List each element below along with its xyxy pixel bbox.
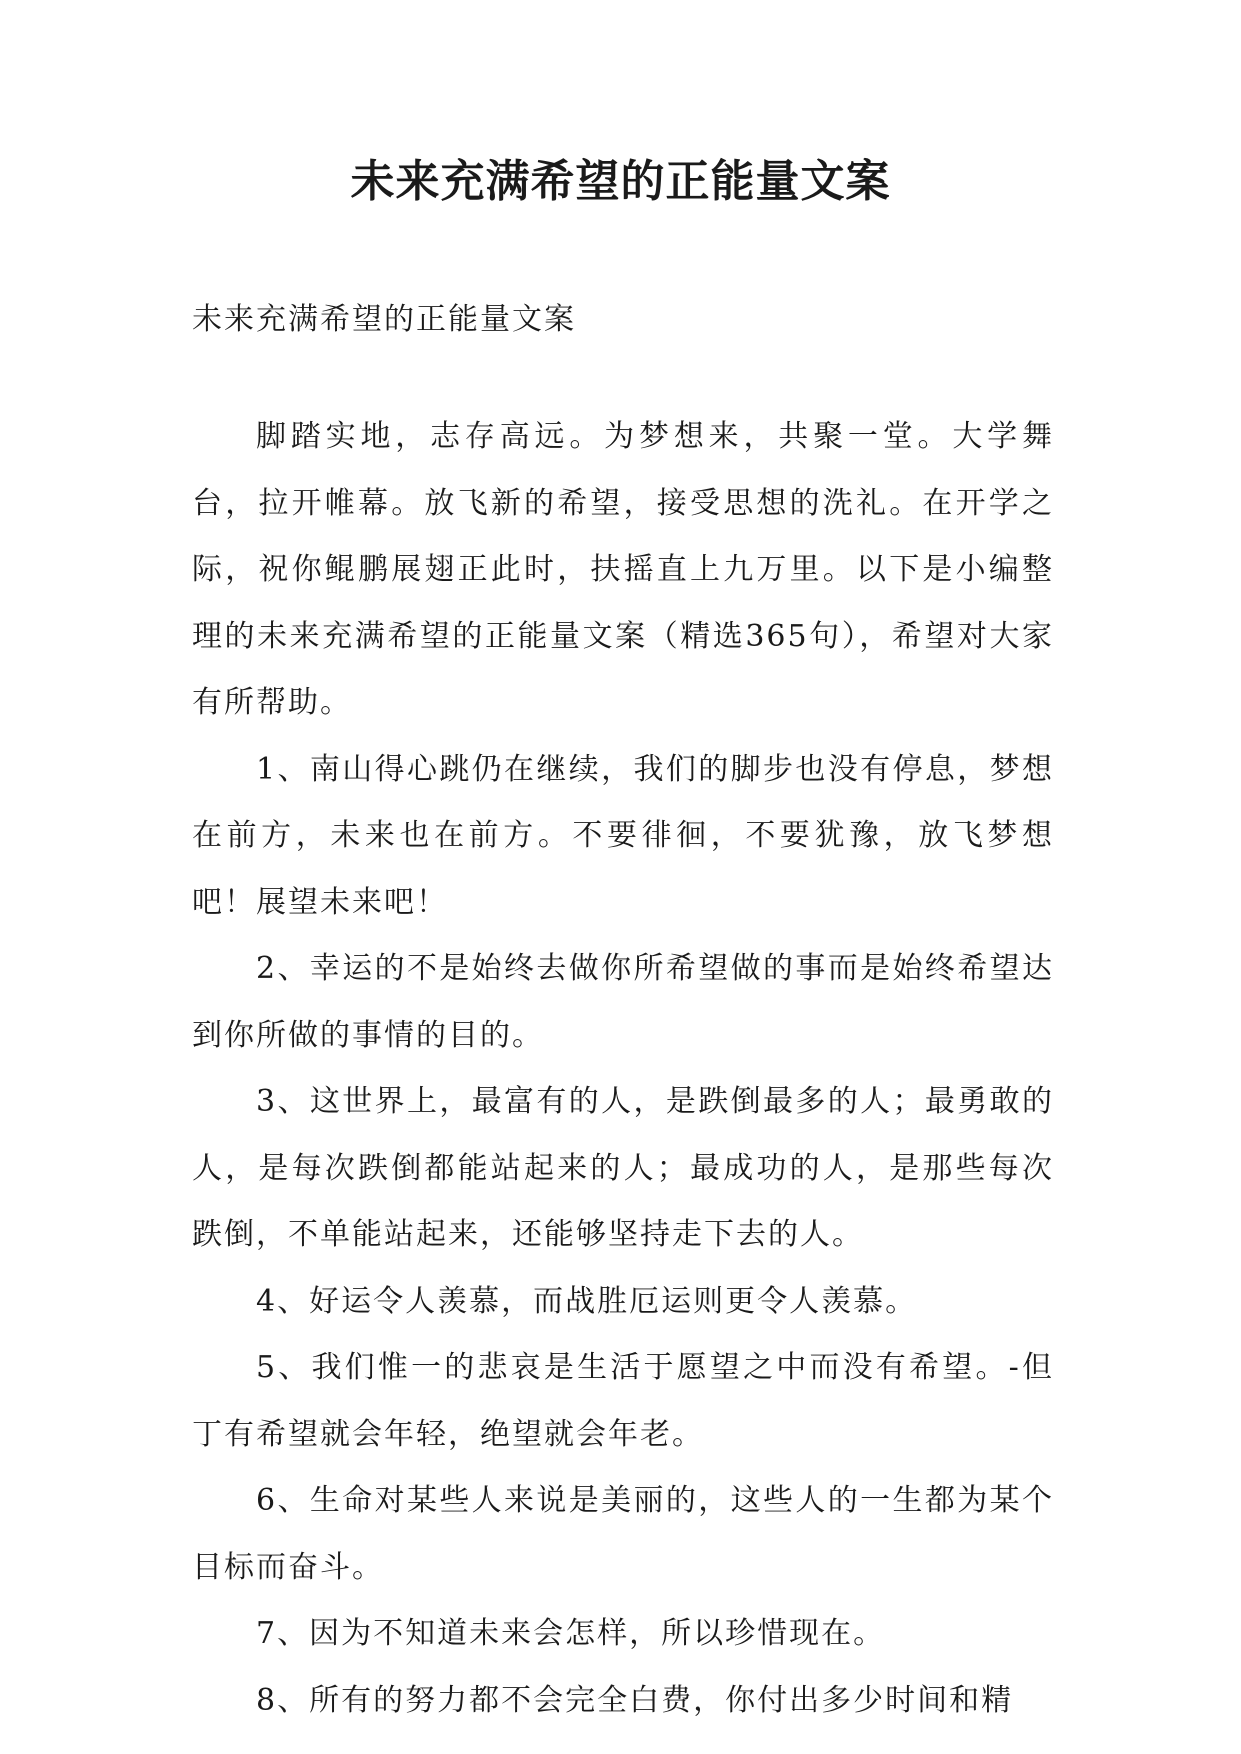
quote-paragraph-6: 6、生命对某些人来说是美丽的，这些人的一生都为某个目标而奋斗。 (192, 1483, 1054, 1585)
intro-paragraph: 脚踏实地，志存高远。为梦想来，共聚一堂。大学舞台，拉开帷幕。放飞新的希望，接受思想的洗礼。在开学之际，祝你鲲鹏展翅正此时，扶摇直上九万里。以下是小编整理的未来充满希望的正能量文案（精选365句），希望对大家有所帮助。 (192, 419, 1054, 720)
quote-paragraph-7: 7、因为不知道未来会怎样，所以珍惜现在。 (256, 1616, 886, 1651)
quote-paragraph-4: 4、好运令人羡慕，而战胜厄运则更令人羡慕。 (256, 1283, 918, 1319)
quote-paragraph-3: 3、这世界上，最富有的人，是跌倒最多的人；最勇敢的人，是每次跌倒都能站起来的人；最成功的人，是那些每次跌倒，不单能站起来，还能够坚持走下去的人。 (192, 1084, 1054, 1252)
document-subtitle: 未来充满希望的正能量文案 (192, 302, 576, 337)
quote-paragraph-1: 1、南山得心跳仍在继续，我们的脚步也没有停息，梦想在前方，未来也在前方。不要徘徊，不要犹豫，放飞梦想吧！展望未来吧！ (192, 751, 1054, 920)
quote-paragraph-8: 8、所有的努力都不会完全白费，你付出多少时间和精 (256, 1682, 1014, 1718)
document-title: 未来充满希望的正能量文案 (350, 156, 891, 207)
quote-paragraph-5: 5、我们惟一的悲哀是生活于愿望之中而没有希望。-但丁有希望就会年轻，绝望就会年老。 (192, 1350, 1054, 1452)
quote-paragraph-2: 2、幸运的不是始终去做你所希望做的事而是始终希望达到你所做的事情的目的。 (192, 951, 1054, 1053)
document-body (192, 404, 1054, 1734)
